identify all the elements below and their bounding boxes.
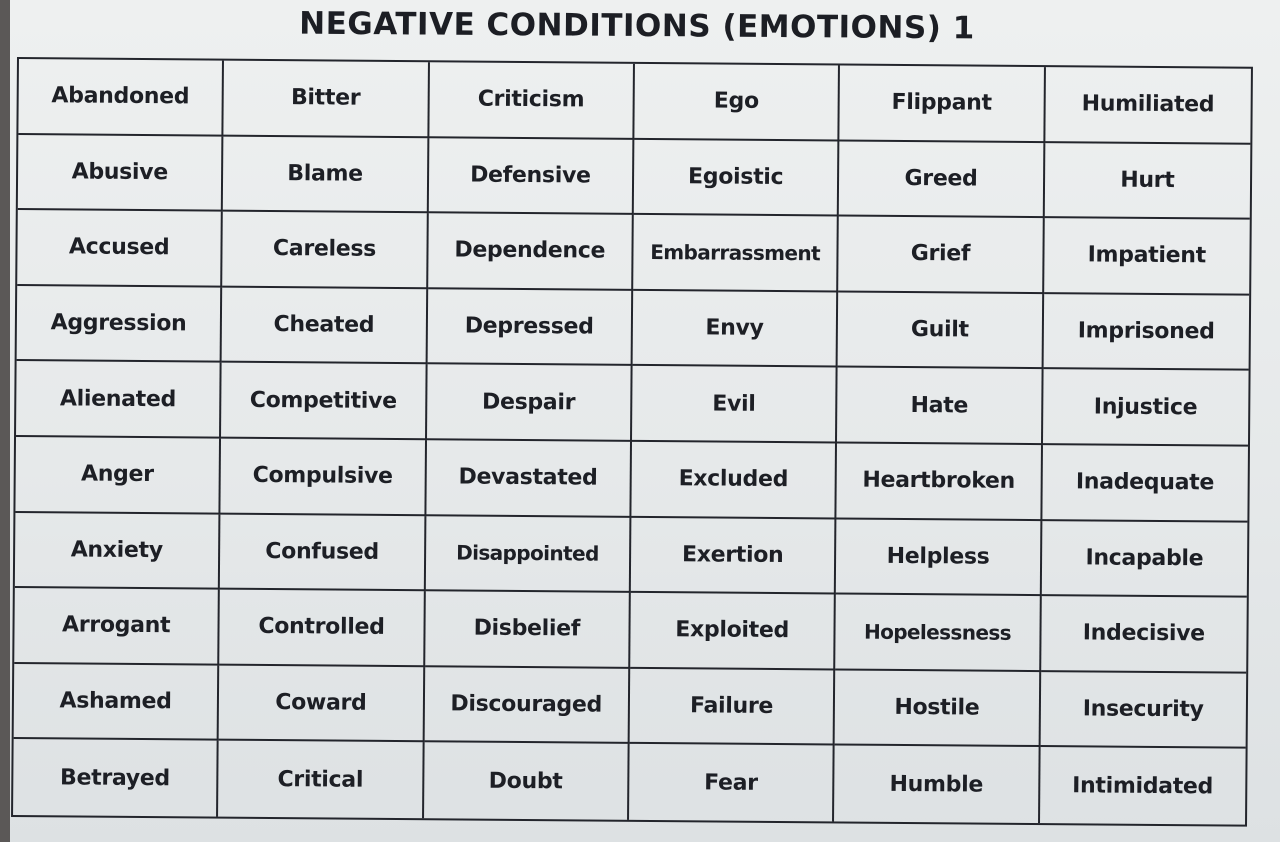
table-cell: Greed — [839, 141, 1045, 218]
table-cell: Hate — [837, 368, 1043, 445]
table-cell: Devastated — [426, 440, 632, 517]
table-cell: Indecisive — [1041, 596, 1247, 673]
table-cell: Evil — [632, 366, 838, 443]
table-cell: Ashamed — [14, 664, 220, 741]
table-cell: Abandoned — [18, 59, 224, 136]
table-cell: Hopelessness — [836, 595, 1042, 672]
table-cell: Heartbroken — [837, 443, 1043, 520]
table-cell: Failure — [630, 669, 836, 746]
table-cell: Excluded — [631, 442, 837, 519]
table-cell: Intimidated — [1072, 772, 1214, 800]
table-cell: Discouraged — [424, 667, 630, 744]
table-cell: Hostile — [835, 670, 1041, 747]
table-cell: Depressed — [427, 289, 633, 366]
table-cell: Humble — [834, 746, 1040, 823]
table-cell: Grief — [839, 217, 1045, 294]
table-cell: Criticism — [429, 62, 635, 139]
table-cell: Anger — [15, 437, 221, 514]
table-cell: Critical — [218, 741, 424, 818]
table-cell: Careless — [223, 212, 429, 289]
table-cell: Blame — [223, 136, 429, 213]
table-cell: Despair — [427, 365, 633, 442]
table-cell: Doubt — [424, 743, 630, 820]
table-cell: Envy — [633, 291, 839, 368]
table-cell: Dependence — [428, 213, 634, 290]
emotions-table — [11, 57, 1253, 827]
table-cell: Guilt — [838, 292, 1044, 369]
page-title: NEGATIVE CONDITIONS (EMOTIONS) 1 — [299, 5, 975, 47]
table-cell: Insecurity — [1040, 672, 1246, 749]
table-cell: Inadequate — [1042, 445, 1248, 522]
table-cell: Confused — [220, 514, 426, 591]
table-cell: Hurt — [1044, 143, 1250, 220]
table-cell: Embarrassment — [633, 215, 839, 292]
table-cell: Accused — [17, 210, 223, 287]
table-cell: Defensive — [428, 138, 634, 215]
table-cell: Ego — [634, 64, 840, 141]
table-cell: Fear — [629, 744, 835, 821]
table-cell: Abusive — [18, 135, 224, 212]
table-cell: Imprisoned — [1043, 294, 1249, 371]
table-cell: Humiliated — [1045, 67, 1251, 144]
table-cell: Injustice — [1043, 369, 1249, 446]
table-cell: Betrayed — [13, 739, 219, 816]
table-cell: Arrogant — [14, 588, 220, 665]
table-cell: Anxiety — [15, 513, 221, 590]
table-cell: Cheated — [222, 287, 428, 364]
table-cell: Exploited — [630, 593, 836, 670]
table-cell: Incapable — [1041, 521, 1247, 598]
table-cell: Bitter — [224, 61, 430, 138]
table-cell: Compulsive — [221, 439, 427, 516]
table-cell: Egoistic — [634, 139, 840, 216]
table-cell: Aggression — [17, 286, 223, 363]
table-cell: Flippant — [840, 65, 1046, 142]
table-cell: Helpless — [836, 519, 1042, 596]
table-cell: Controlled — [220, 590, 426, 667]
table-cell: Impatient — [1044, 218, 1250, 295]
table-cell: Disappointed — [425, 516, 631, 593]
table-cell: Competitive — [221, 363, 427, 440]
document-page — [10, 0, 1280, 842]
table-cell: Exertion — [631, 517, 837, 594]
table-cell: Alienated — [16, 361, 222, 438]
table-cell: Disbelief — [425, 591, 631, 668]
table-cell: Coward — [219, 665, 425, 742]
